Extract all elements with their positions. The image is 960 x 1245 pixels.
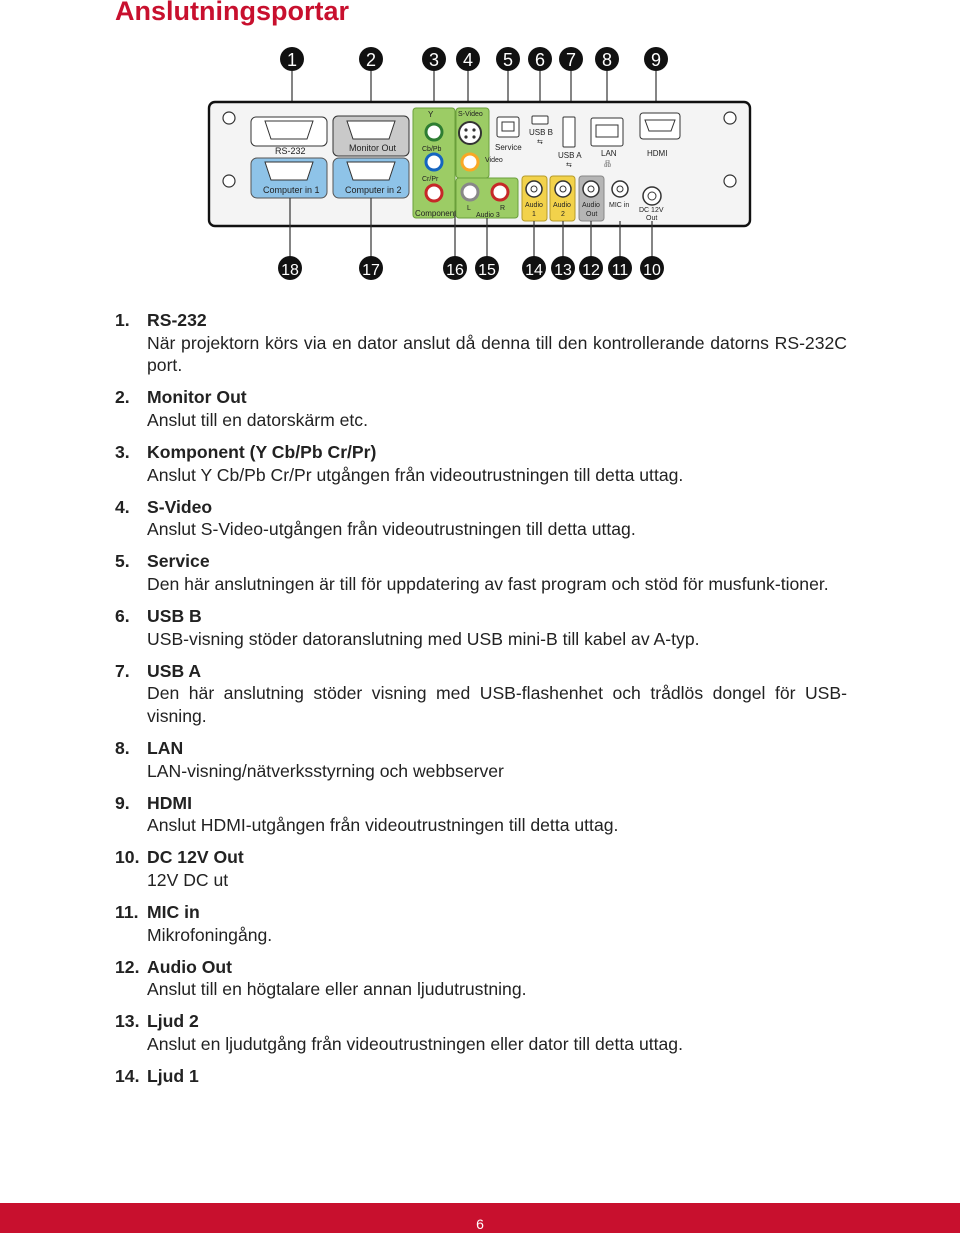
- item-description: Anslut en ljudutgång från videoutrustningen eller dator till detta uttag.: [147, 1034, 683, 1055]
- list-item: [115, 1065, 847, 1088]
- list-item: [115, 441, 847, 486]
- list-item: [115, 956, 847, 1001]
- item-description: USB-visning stöder datoranslutning med USB mini-B till kabel av A-typ.: [147, 628, 700, 649]
- item-name: Komponent (Y Cb/Pb Cr/Pr): [147, 441, 377, 462]
- svg-text:Service: Service: [495, 143, 522, 152]
- svg-text:8: 8: [601, 50, 613, 70]
- monitor-out-port: [333, 116, 409, 156]
- item-name: HDMI: [147, 792, 192, 813]
- callout-3: [422, 47, 446, 71]
- svg-text:Computer in 2: Computer in 2: [345, 185, 402, 195]
- svg-text:18: 18: [281, 262, 299, 279]
- callout-6: [528, 47, 552, 71]
- callout-15: [475, 256, 499, 280]
- list-item: [115, 309, 847, 377]
- svg-text:R: R: [500, 205, 506, 212]
- item-number: 12.: [115, 956, 140, 977]
- item-description: Anslut Y Cb/Pb Cr/Pr utgången från videoutrustningen till detta uttag.: [147, 464, 684, 485]
- callout-8: [595, 47, 619, 71]
- item-name: Ljud 2: [147, 1011, 199, 1032]
- item-name: Ljud 1: [147, 1066, 199, 1087]
- page-title: Anslutningsportar: [115, 0, 349, 26]
- list-item: [115, 846, 847, 891]
- svg-text:17: 17: [362, 262, 380, 279]
- svg-text:2: 2: [561, 211, 565, 218]
- svg-text:Computer in 1: Computer in 1: [263, 185, 320, 195]
- callout-13: [551, 256, 575, 280]
- list-item: [115, 550, 847, 595]
- item-number: 8.: [115, 738, 130, 758]
- item-description: Anslut till en högtalare eller annan ljudutrustning.: [147, 979, 527, 1000]
- svg-text:15: 15: [478, 262, 496, 279]
- svg-text:DC 12V: DC 12V: [639, 207, 664, 214]
- svg-text:10: 10: [643, 262, 661, 279]
- list-item: [115, 901, 847, 946]
- audio-2-port: [550, 176, 575, 221]
- item-name: LAN: [147, 738, 184, 758]
- list-item: [115, 496, 847, 541]
- item-name: Monitor Out: [147, 387, 247, 408]
- list-item: [115, 660, 847, 728]
- item-number: 13.: [115, 1011, 140, 1032]
- callout-11: [608, 256, 632, 280]
- item-number: 4.: [115, 496, 130, 517]
- callout-10: [640, 256, 664, 280]
- audio-3-ports: [456, 178, 518, 219]
- callout-9: [644, 47, 668, 71]
- computer-in-2-port: [333, 158, 409, 198]
- callout-16: [443, 256, 467, 280]
- svg-text:7: 7: [565, 50, 577, 70]
- svg-text:Cr/Pr: Cr/Pr: [422, 176, 439, 183]
- item-description: När projektorn körs via en dator anslut då denna till den kontrollerande datorns RS-232C port.: [147, 332, 847, 376]
- item-description: 12V DC ut: [147, 869, 229, 890]
- svg-text:Cb/Pb: Cb/Pb: [422, 146, 442, 153]
- svg-text:16: 16: [446, 262, 464, 279]
- svg-text:2: 2: [365, 50, 377, 70]
- item-number: 2.: [115, 387, 130, 408]
- item-name: S-Video: [147, 496, 213, 517]
- item-description: Anslut till en datorskärm etc.: [147, 409, 368, 430]
- page-number: 6: [476, 1216, 484, 1232]
- item-number: 9.: [115, 792, 130, 813]
- item-number: 1.: [115, 310, 130, 330]
- item-name: MIC in: [147, 902, 200, 923]
- item-description: Mikrofoningång.: [147, 924, 273, 945]
- audio-out-port: [579, 176, 604, 221]
- callout-18: [278, 256, 302, 280]
- callout-17: [359, 256, 383, 280]
- svg-text:品: 品: [604, 161, 611, 168]
- item-number: 11.: [115, 902, 139, 923]
- list-item: [115, 1010, 847, 1055]
- svg-text:1: 1: [532, 211, 536, 218]
- item-description: Den här anslutning stöder visning med USB-flashenhet och trådlös dongel för USB-visning.: [147, 683, 847, 726]
- item-name: DC 12V Out: [147, 847, 244, 868]
- svg-text:14: 14: [525, 262, 543, 279]
- svg-text:Y: Y: [428, 110, 434, 119]
- callout-5: [496, 47, 520, 71]
- svg-text:⇆: ⇆: [537, 139, 543, 146]
- svg-text:Out: Out: [646, 215, 658, 222]
- item-name: Audio Out: [147, 956, 233, 977]
- computer-in-1-port: [251, 158, 327, 198]
- audio-1-port: [522, 176, 547, 221]
- svg-text:13: 13: [554, 262, 572, 279]
- svg-text:MIC in: MIC in: [609, 202, 630, 209]
- svg-text:6: 6: [534, 50, 546, 70]
- list-item: [115, 386, 847, 431]
- item-description: Den här anslutningen är till för uppdatering av fast program och stöd för musfunk-tioner.: [147, 573, 829, 594]
- svg-text:9: 9: [650, 50, 662, 70]
- item-name: RS-232: [147, 310, 207, 330]
- service-port: [495, 117, 522, 152]
- svg-text:Audio: Audio: [582, 202, 600, 209]
- callout-1: [280, 47, 304, 71]
- svg-text:Out: Out: [586, 211, 598, 218]
- list-item: [115, 792, 847, 837]
- svg-text:1: 1: [286, 50, 298, 70]
- svg-text:Component: Component: [415, 209, 457, 218]
- component-ports: [413, 108, 457, 218]
- callout-4: [456, 47, 480, 71]
- callout-12: [579, 256, 603, 280]
- item-number: 6.: [115, 606, 130, 627]
- callout-2: [359, 47, 383, 71]
- svg-text:USB B: USB B: [529, 128, 554, 137]
- svg-text:L: L: [467, 205, 471, 212]
- svg-text:3: 3: [428, 50, 440, 70]
- port-description-list: [115, 309, 847, 1097]
- svg-text:RS-232: RS-232: [275, 146, 306, 156]
- svg-text:12: 12: [582, 262, 600, 279]
- bottom-callouts: [278, 256, 664, 280]
- top-callouts: [280, 47, 668, 71]
- item-number: 7.: [115, 660, 130, 681]
- item-number: 10.: [115, 847, 140, 868]
- item-number: 14.: [115, 1066, 140, 1087]
- item-description: LAN-visning/nätverksstyrning och webbserver: [147, 760, 504, 781]
- item-name: USB B: [147, 606, 202, 627]
- item-number: 5.: [115, 551, 130, 572]
- svg-text:Audio: Audio: [553, 202, 571, 209]
- svg-text:Monitor Out: Monitor Out: [349, 143, 397, 153]
- item-description: Anslut S-Video-utgången från videoutrustningen till detta uttag.: [147, 519, 636, 540]
- callout-14: [522, 256, 546, 280]
- svg-text:S-Video: S-Video: [458, 111, 483, 118]
- svg-text:11: 11: [611, 262, 629, 279]
- svg-text:HDMI: HDMI: [647, 149, 668, 158]
- svg-text:⇆: ⇆: [566, 162, 572, 169]
- item-name: Service: [147, 551, 210, 572]
- callout-7: [559, 47, 583, 71]
- item-description: Anslut HDMI-utgången från videoutrustningen till detta uttag.: [147, 815, 619, 836]
- svg-text:Video: Video: [485, 157, 503, 164]
- list-item: [115, 737, 847, 782]
- svg-text:4: 4: [462, 50, 474, 70]
- svg-text:Audio: Audio: [525, 202, 543, 209]
- page-footer: [0, 1203, 960, 1233]
- svg-text:Audio 3: Audio 3: [476, 212, 500, 219]
- connector-panel-diagram: [0, 0, 960, 300]
- list-item: [115, 605, 847, 650]
- svg-text:USB A: USB A: [558, 151, 582, 160]
- item-number: 3.: [115, 441, 130, 462]
- svg-text:LAN: LAN: [601, 149, 617, 158]
- svg-text:5: 5: [502, 50, 514, 70]
- item-name: USB A: [147, 660, 202, 681]
